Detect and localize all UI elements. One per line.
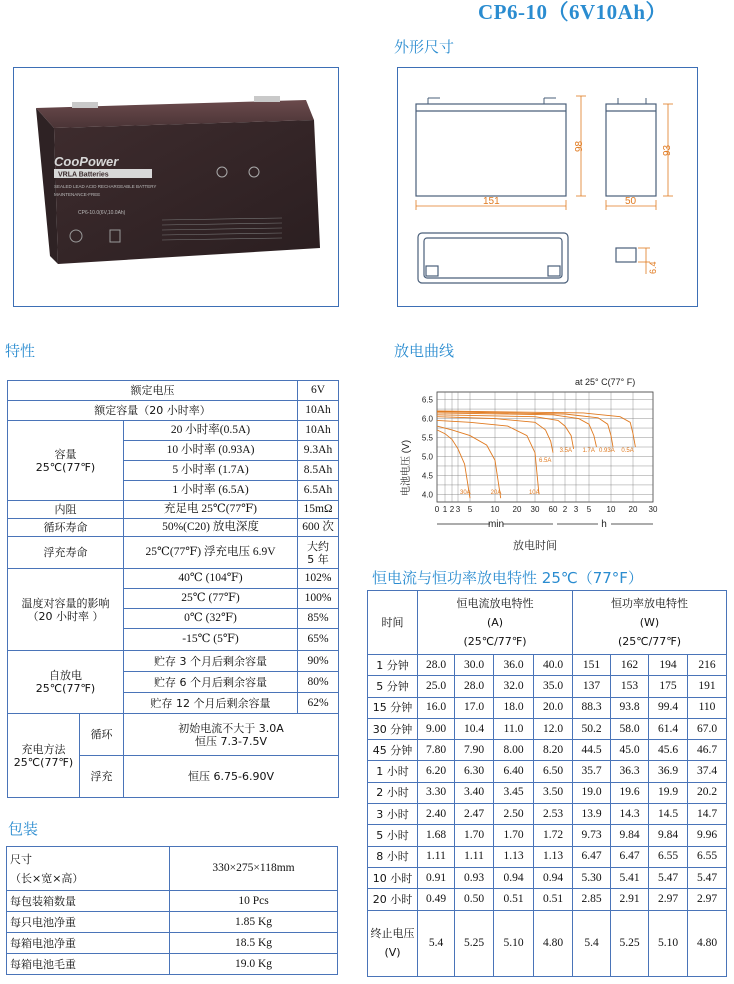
temp-label-1: 温度对容量的影响 xyxy=(21,596,110,610)
end-voltage-label: 终止电压 xyxy=(370,927,415,941)
self-discharge-value: 80% xyxy=(298,672,339,693)
cp-value-cell: 50.2 xyxy=(573,718,611,739)
top-view xyxy=(418,233,568,283)
cp-value-cell: 216 xyxy=(688,655,727,676)
table-row xyxy=(368,782,727,803)
cycle-life-value: 600 次 xyxy=(298,519,339,537)
x-unit-min: min xyxy=(487,519,505,530)
cp-cond: (25℃/77℉) xyxy=(617,635,682,648)
capacity-rate: 10 小时率 (0.93A) xyxy=(124,441,298,461)
capacity-value: 9.3Ah xyxy=(298,441,339,461)
capacity-value: 8.5Ah xyxy=(298,461,339,481)
cc-value-cell: 6.20 xyxy=(418,761,455,782)
cp-value-cell: 19.9 xyxy=(649,782,688,803)
cc-value-cell: 3.50 xyxy=(534,782,573,803)
cp-value-cell: 9.84 xyxy=(649,825,688,846)
cc-value-cell: 10.4 xyxy=(455,718,494,739)
cc-value-cell: 6.40 xyxy=(494,761,534,782)
cc-value-cell: 32.0 xyxy=(494,676,534,697)
cc-value-cell: 8.00 xyxy=(494,740,534,761)
dim-151: 151 xyxy=(483,196,500,207)
cp-value-cell: 19.6 xyxy=(611,782,649,803)
packaging-table xyxy=(6,846,338,975)
y-tick-label: 5.5 xyxy=(421,433,433,443)
package-row-label: 每只电池净重 xyxy=(7,912,170,933)
cc-value-cell: 35.0 xyxy=(534,676,573,697)
discharge-curve-heading: 放电曲线 xyxy=(394,342,455,360)
package-size-label-cell xyxy=(7,847,170,891)
package-size-label: 尺寸 xyxy=(10,852,32,866)
time-cell: 5 小时 xyxy=(368,825,418,846)
time-cell: 30 分钟 xyxy=(368,718,418,739)
cp-value-cell: 46.7 xyxy=(688,740,727,761)
chart-grid xyxy=(437,392,653,502)
cp-value-cell: 110 xyxy=(688,697,727,718)
photo-vrla: VRLA Batteries xyxy=(58,171,109,179)
cc-value-cell: 0.94 xyxy=(534,867,573,888)
cc-value-cell: 28.0 xyxy=(455,676,494,697)
cp-unit: (W) xyxy=(639,616,660,629)
cc-value-cell: 17.0 xyxy=(455,697,494,718)
cp-value-cell: 2.97 xyxy=(649,889,688,910)
cycle-use-voltage: 恒压 7.3-7.5V xyxy=(195,734,267,748)
table-row xyxy=(368,846,727,867)
cc-value-cell: 30.0 xyxy=(455,655,494,676)
x-tick-label: 2 xyxy=(562,505,568,514)
table-row xyxy=(368,655,727,676)
cycle-life-cond: 50%(C20) 放电深度 xyxy=(124,519,298,537)
discharge-curve xyxy=(437,420,539,494)
self-discharge-row: 贮存 12 个月后剩余容量 xyxy=(124,693,298,714)
characteristics-heading: 特性 xyxy=(5,342,36,360)
cc-value-cell: 18.0 xyxy=(494,697,534,718)
cp-value-cell: 35.7 xyxy=(573,761,611,782)
dimension-drawing xyxy=(398,68,697,306)
cc-value-cell: 1.70 xyxy=(494,825,534,846)
terminal-icon xyxy=(72,102,98,108)
cc-value-cell: 6.30 xyxy=(455,761,494,782)
x-tick-label: 5 xyxy=(467,505,473,514)
cycle-use-label: 循环 xyxy=(80,714,124,756)
discharge-chart xyxy=(395,370,670,560)
self-discharge-cond: 25℃(77℉) xyxy=(35,682,96,695)
cc-value-cell: 2.53 xyxy=(534,804,573,825)
series-label: 0.93A xyxy=(599,448,615,454)
package-row-label: 每包装箱数量 xyxy=(7,891,170,912)
cc-value-cell: 0.91 xyxy=(418,867,455,888)
temp-label-cell xyxy=(8,569,124,651)
cp-value-cell: 37.4 xyxy=(688,761,727,782)
capacity-rate: 5 小时率 (1.7A) xyxy=(124,461,298,481)
end-voltage-unit: (V) xyxy=(384,946,401,960)
capacity-cond: 25℃(77℉) xyxy=(35,460,96,474)
package-row-label: 每箱电池毛重 xyxy=(7,954,170,975)
temp-cond: 0℃ (32℉) xyxy=(124,609,298,629)
cp-value-cell: 5.47 xyxy=(649,867,688,888)
end-voltage: 4.80 xyxy=(534,910,573,976)
time-cell: 3 小时 xyxy=(368,804,418,825)
y-tick-label: 4.0 xyxy=(421,490,433,500)
const-discharge-table xyxy=(367,590,727,977)
front-view xyxy=(416,104,566,196)
float-life-value-cell xyxy=(298,537,339,569)
self-discharge-row: 贮存 3 个月后剩余容量 xyxy=(124,651,298,672)
temp-value: 102% xyxy=(298,569,339,589)
cp-value-cell: 58.0 xyxy=(611,718,649,739)
cp-value-cell: 191 xyxy=(688,676,727,697)
series-label: 0.5A xyxy=(621,448,634,454)
time-cell: 45 分钟 xyxy=(368,740,418,761)
package-row-value: 18.5 Kg xyxy=(170,933,338,954)
rated-capacity-label: 额定容量（20 小时率） xyxy=(8,401,298,421)
ir-label: 内阻 xyxy=(8,501,124,519)
cc-value-cell: 0.93 xyxy=(455,867,494,888)
cp-value-cell: 5.47 xyxy=(688,867,727,888)
temp-cond: 40℃ (104℉) xyxy=(124,569,298,589)
cp-header: 恒功率放电特性 xyxy=(611,597,688,610)
dim-6-4: 6.4 xyxy=(648,261,658,274)
time-cell: 5 分钟 xyxy=(368,676,418,697)
package-row-label: 每箱电池净重 xyxy=(7,933,170,954)
x-tick-label: 20 xyxy=(512,505,522,514)
cc-value-cell: 1.13 xyxy=(494,846,534,867)
chart-title: at 25° C(77° F) xyxy=(575,377,636,387)
float-use-voltage: 恒压 6.75-6.90V xyxy=(124,756,339,798)
photo-model: CP6-10.0(6V,10.0Ah) xyxy=(78,210,126,216)
cp-value-cell: 88.3 xyxy=(573,697,611,718)
cp-value-cell: 2.91 xyxy=(611,889,649,910)
float-use-label: 浮充 xyxy=(80,756,124,798)
cc-value-cell: 3.40 xyxy=(455,782,494,803)
cp-value-cell: 99.4 xyxy=(649,697,688,718)
x-tick-label: 3 xyxy=(455,505,461,514)
cp-value-cell: 9.73 xyxy=(573,825,611,846)
table-row xyxy=(368,804,727,825)
rated-capacity-value: 10Ah xyxy=(298,401,339,421)
cp-value-cell: 6.55 xyxy=(649,846,688,867)
x-tick-label: 2 xyxy=(449,505,455,514)
capacity-value: 10Ah xyxy=(298,421,339,441)
dimensions-heading: 外形尺寸 xyxy=(394,38,455,56)
temp-value: 100% xyxy=(298,589,339,609)
discharge-curve xyxy=(437,411,635,447)
dimension-drawing-frame xyxy=(397,67,698,307)
ir-value: 15mΩ xyxy=(298,501,339,519)
cc-header-cell xyxy=(418,591,573,655)
terminal-detail xyxy=(616,248,636,262)
cc-value-cell: 0.51 xyxy=(494,889,534,910)
temp-cond: 25℃ (77℉) xyxy=(124,589,298,609)
cp-value-cell: 9.96 xyxy=(688,825,727,846)
capacity-value: 6.5Ah xyxy=(298,481,339,501)
temp-value: 65% xyxy=(298,629,339,651)
float-life-value-1: 大约 xyxy=(307,539,329,553)
cc-value-cell: 1.11 xyxy=(455,846,494,867)
cc-value-cell: 40.0 xyxy=(534,655,573,676)
cp-value-cell: 61.4 xyxy=(649,718,688,739)
cp-value-cell: 2.97 xyxy=(688,889,727,910)
cc-value-cell: 1.72 xyxy=(534,825,573,846)
cycle-use-current: 初始电流不大于 3.0A xyxy=(178,721,284,735)
temp-label-2: （20 小时率 ） xyxy=(27,609,104,623)
end-voltage: 5.10 xyxy=(649,910,688,976)
cc-value-cell: 0.49 xyxy=(418,889,455,910)
end-voltage-label-cell xyxy=(368,910,418,976)
discharge-curve xyxy=(437,426,501,498)
dim-98: 98 xyxy=(574,140,585,152)
charge-method-cond: 25℃(77℉) xyxy=(13,755,74,769)
dim-50: 50 xyxy=(625,196,637,207)
cp-value-cell: 2.85 xyxy=(573,889,611,910)
series-label: 6.5A xyxy=(539,458,552,464)
cp-value-cell: 162 xyxy=(611,655,649,676)
charge-method-label: 充电方法 xyxy=(21,742,66,756)
time-header: 时间 xyxy=(368,591,418,655)
cp-value-cell: 45.6 xyxy=(649,740,688,761)
cp-value-cell: 6.47 xyxy=(573,846,611,867)
float-life-cond: 25℃(77℉) 浮充电压 6.9V xyxy=(124,537,298,569)
cp-value-cell: 6.55 xyxy=(688,846,727,867)
cc-value-cell: 28.0 xyxy=(418,655,455,676)
package-size-value: 330×275×118mm xyxy=(170,847,338,891)
capacity-rate: 20 小时率(0.5A) xyxy=(124,421,298,441)
cc-value-cell: 0.51 xyxy=(534,889,573,910)
cp-value-cell: 175 xyxy=(649,676,688,697)
cc-value-cell: 36.0 xyxy=(494,655,534,676)
float-life-label: 浮充寿命 xyxy=(8,537,124,569)
cc-value-cell: 9.00 xyxy=(418,718,455,739)
cc-value-cell: 1.13 xyxy=(534,846,573,867)
cp-value-cell: 19.0 xyxy=(573,782,611,803)
cycle-use-cell xyxy=(124,714,339,756)
cc-value-cell: 1.70 xyxy=(455,825,494,846)
table-row xyxy=(368,697,727,718)
photo-sub2: MAINTENANCE-FREE xyxy=(54,192,101,197)
rated-voltage-label: 额定电压 xyxy=(8,381,298,401)
self-discharge-label: 自放电 xyxy=(49,669,82,682)
photo-brand: CooPower xyxy=(54,154,119,169)
self-discharge-value: 62% xyxy=(298,693,339,714)
y-tick-label: 6.0 xyxy=(421,414,433,424)
time-cell: 1 分钟 xyxy=(368,655,418,676)
ir-cond: 充足电 25℃(77℉) xyxy=(124,501,298,519)
temp-cond: -15℃ (5℉) xyxy=(124,629,298,651)
cp-value-cell: 137 xyxy=(573,676,611,697)
cp-value-cell: 5.41 xyxy=(611,867,649,888)
cc-value-cell: 8.20 xyxy=(534,740,573,761)
cc-value-cell: 3.30 xyxy=(418,782,455,803)
time-cell: 10 小时 xyxy=(368,867,418,888)
cp-value-cell: 9.84 xyxy=(611,825,649,846)
cp-value-cell: 13.9 xyxy=(573,804,611,825)
table-row xyxy=(368,867,727,888)
cc-value-cell: 0.50 xyxy=(455,889,494,910)
x-tick-label: 60 xyxy=(548,505,558,514)
cp-value-cell: 14.7 xyxy=(688,804,727,825)
x-tick-label: 1 xyxy=(442,505,448,514)
time-cell: 20 小时 xyxy=(368,889,418,910)
x-tick-label: 30 xyxy=(648,505,658,514)
cp-value-cell: 20.2 xyxy=(688,782,727,803)
cc-value-cell: 2.50 xyxy=(494,804,534,825)
table-row xyxy=(368,740,727,761)
x-tick-label: 30 xyxy=(530,505,540,514)
charge-method-cell xyxy=(8,714,80,798)
side-view xyxy=(606,104,656,196)
cp-value-cell: 45.0 xyxy=(611,740,649,761)
cc-unit: (A) xyxy=(486,616,504,629)
battery-photo xyxy=(14,68,338,306)
x-tick-label: 10 xyxy=(490,505,500,514)
cc-value-cell: 0.94 xyxy=(494,867,534,888)
x-tick-label: 20 xyxy=(628,505,638,514)
cp-value-cell: 93.8 xyxy=(611,697,649,718)
cc-value-cell: 7.90 xyxy=(455,740,494,761)
cc-cond: (25℃/77℉) xyxy=(463,635,527,648)
battery-photo-frame xyxy=(13,67,339,307)
chart-ylabel: 电池电压 (V) xyxy=(401,439,412,497)
chart-xlabel: 放电时间 xyxy=(513,540,557,552)
series-label: 3.5A xyxy=(559,448,572,454)
x-tick-label: 5 xyxy=(586,505,592,514)
float-life-value-2: 5 年 xyxy=(307,552,329,566)
cp-header-cell xyxy=(573,591,727,655)
x-tick-label: 10 xyxy=(606,505,616,514)
cc-value-cell: 25.0 xyxy=(418,676,455,697)
rated-voltage-value: 6V xyxy=(298,381,339,401)
series-label: 1.7A xyxy=(582,448,595,454)
self-discharge-cell xyxy=(8,651,124,714)
y-tick-label: 5.0 xyxy=(421,452,433,462)
cp-value-cell: 14.5 xyxy=(649,804,688,825)
package-row-value: 19.0 Kg xyxy=(170,954,338,975)
photo-sub1: SEALED LEAD ACID RECHARGEABLE BATTERY xyxy=(54,184,157,189)
table-row xyxy=(368,889,727,910)
x-tick-label: 3 xyxy=(573,505,579,514)
capacity-rate: 1 小时率 (6.5A) xyxy=(124,481,298,501)
package-row-value: 10 Pcs xyxy=(170,891,338,912)
table-row xyxy=(368,676,727,697)
discharge-curve xyxy=(437,412,613,447)
self-discharge-value: 90% xyxy=(298,651,339,672)
capacity-label: 容量 xyxy=(54,447,77,461)
end-voltage: 4.80 xyxy=(688,910,727,976)
const-discharge-heading: 恒电流与恒功率放电特性 25℃（77°F） xyxy=(372,569,643,587)
time-cell: 8 小时 xyxy=(368,846,418,867)
cc-value-cell: 20.0 xyxy=(534,697,573,718)
end-voltage: 5.25 xyxy=(611,910,649,976)
cp-value-cell: 36.3 xyxy=(611,761,649,782)
cp-value-cell: 14.3 xyxy=(611,804,649,825)
package-row-value: 1.85 Kg xyxy=(170,912,338,933)
series-label: 30A xyxy=(460,490,471,496)
cp-value-cell: 6.47 xyxy=(611,846,649,867)
end-voltage: 5.10 xyxy=(494,910,534,976)
package-size-sublabel: （长×宽×高） xyxy=(10,871,84,885)
cc-value-cell: 2.47 xyxy=(455,804,494,825)
time-cell: 15 分钟 xyxy=(368,697,418,718)
self-discharge-row: 贮存 6 个月后剩余容量 xyxy=(124,672,298,693)
x-unit-h: h xyxy=(601,519,607,530)
series-label: 10A xyxy=(528,490,540,496)
cc-value-cell: 2.40 xyxy=(418,804,455,825)
table-row xyxy=(368,718,727,739)
cc-value-cell: 7.80 xyxy=(418,740,455,761)
capacity-label-cell xyxy=(8,421,124,501)
y-tick-label: 6.5 xyxy=(421,395,433,405)
table-row xyxy=(368,761,727,782)
x-tick-label: 0 xyxy=(434,505,440,514)
cc-header: 恒电流放电特性 xyxy=(456,597,534,610)
end-voltage: 5.4 xyxy=(418,910,455,976)
cp-value-cell: 194 xyxy=(649,655,688,676)
discharge-curve xyxy=(437,430,470,498)
cp-value-cell: 36.9 xyxy=(649,761,688,782)
packaging-heading: 包装 xyxy=(8,820,39,838)
terminal-icon xyxy=(254,96,280,102)
cp-value-cell: 67.0 xyxy=(688,718,727,739)
cc-value-cell: 11.0 xyxy=(494,718,534,739)
product-title: CP6-10（6V10Ah） xyxy=(478,0,667,24)
cycle-life-label: 循环寿命 xyxy=(8,519,124,537)
y-tick-label: 4.5 xyxy=(421,471,433,481)
dim-93: 93 xyxy=(662,144,673,156)
cc-value-cell: 6.50 xyxy=(534,761,573,782)
cc-value-cell: 1.11 xyxy=(418,846,455,867)
cc-value-cell: 1.68 xyxy=(418,825,455,846)
table-row xyxy=(368,825,727,846)
end-voltage: 5.25 xyxy=(455,910,494,976)
cp-value-cell: 5.30 xyxy=(573,867,611,888)
cp-value-cell: 44.5 xyxy=(573,740,611,761)
cp-value-cell: 151 xyxy=(573,655,611,676)
cc-value-cell: 3.45 xyxy=(494,782,534,803)
temp-value: 85% xyxy=(298,609,339,629)
time-cell: 1 小时 xyxy=(368,761,418,782)
spec-table xyxy=(7,380,339,798)
cc-value-cell: 12.0 xyxy=(534,718,573,739)
series-label: 20A xyxy=(490,490,502,496)
cc-value-cell: 16.0 xyxy=(418,697,455,718)
time-cell: 2 小时 xyxy=(368,782,418,803)
end-voltage: 5.4 xyxy=(573,910,611,976)
cp-value-cell: 153 xyxy=(611,676,649,697)
